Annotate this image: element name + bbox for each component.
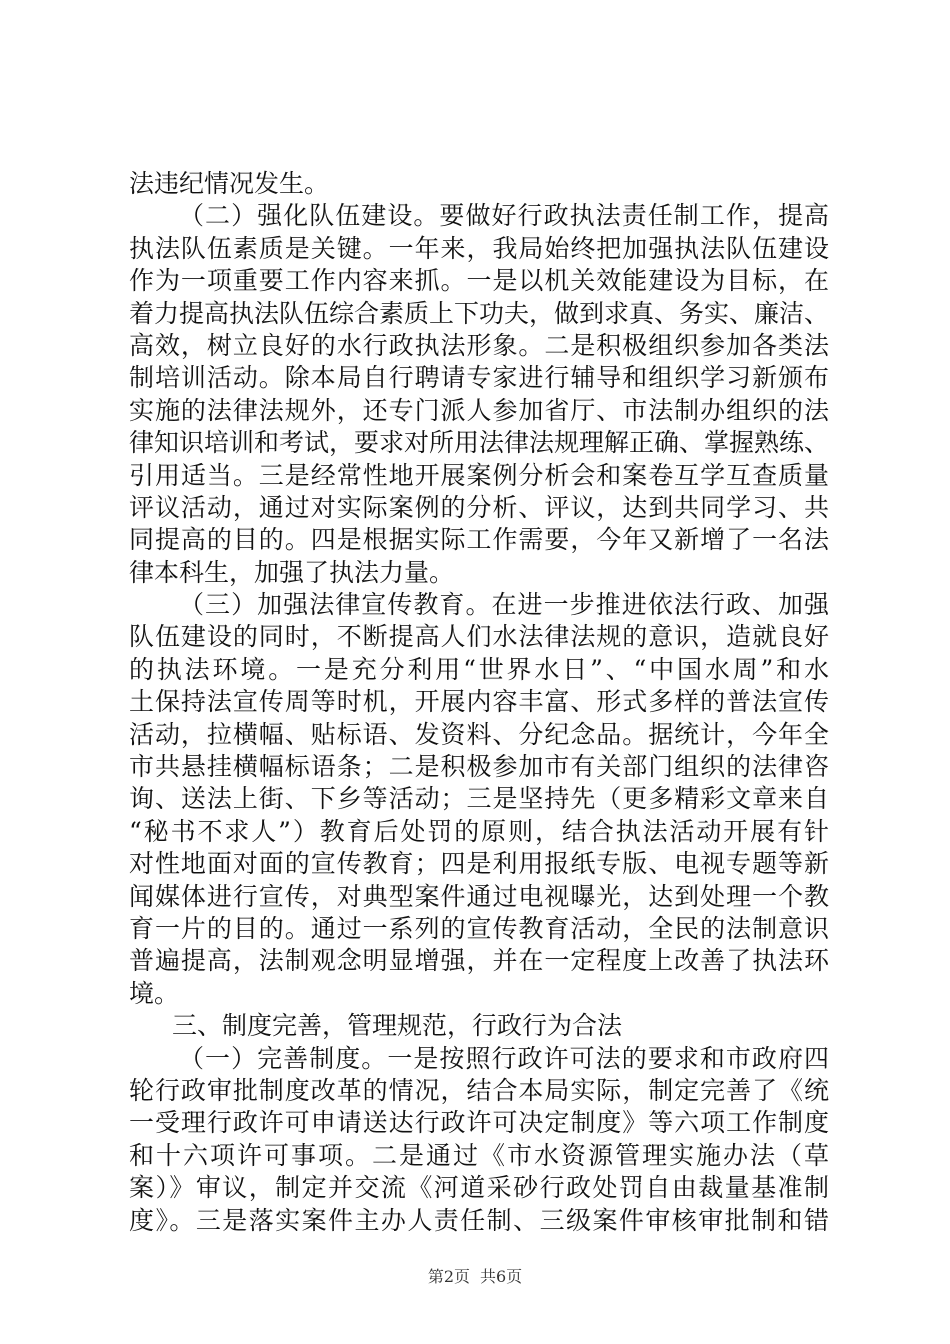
- text-line: 案）》审议，制定并交流《河道采砂行政处罚自由裁量基准制: [129, 1173, 829, 1203]
- text-line: （二）强化队伍建设。要做好行政执法责任制工作，提高: [179, 201, 829, 231]
- text-line: 轮行政审批制度改革的情况，结合本局实际，制定完善了《统: [129, 1075, 829, 1105]
- section-heading: 三、制度完善，管理规范，行政行为合法: [172, 1011, 623, 1041]
- text-line: 闻媒体进行宣传，对典型案件通过电视曝光，达到处理一个教: [129, 881, 829, 911]
- text-line: 境。: [129, 978, 180, 1008]
- text-line: 律知识培训和考试，要求对所用法律法规理解正确、掌握熟练、: [129, 428, 830, 458]
- text-line: （三）加强法律宣传教育。在进一步推进依法行政、加强: [179, 590, 829, 620]
- text-line: 实施的法律法规外，还专门派人参加省厅、市法制办组织的法: [129, 395, 829, 425]
- page-footer: [0, 1264, 950, 1287]
- text-line: 同提高的目的。四是根据实际工作需要，今年又新增了一名法: [129, 525, 829, 555]
- text-line: 律本科生，加强了执法力量。: [129, 557, 455, 587]
- text-line: 队伍建设的同时，不断提高人们水法律法规的意识，造就良好: [129, 622, 829, 652]
- text-line: 引用适当。三是经常性地开展案例分析会和案卷互学互查质量: [129, 460, 829, 490]
- text-line: 作为一项重要工作内容来抓。一是以机关效能建设为目标，在: [129, 266, 829, 296]
- text-line: 的执法环境。一是充分利用“世界水日”、“中国水周”和水: [129, 654, 829, 684]
- body-text: [129, 168, 829, 1237]
- text-line: 着力提高执法队伍综合素质上下功夫，做到求真、务实、廉洁、: [129, 298, 830, 328]
- text-line: 法违纪情况发生。: [129, 169, 330, 198]
- text-line: “秘书不求人”）教育后处罚的原则，结合执法活动开展有针: [129, 816, 829, 846]
- text-line: 高效，树立良好的水行政执法形象。二是积极组织参加各类法: [129, 330, 829, 360]
- text-line: 询、送法上街、下乡等活动；三是坚持先（更多精彩文章来自: [129, 784, 829, 814]
- text-line: 和十六项许可事项。二是通过《市水资源管理实施办法（草: [129, 1140, 829, 1170]
- text-line: 一受理行政许可申请送达行政许可决定制度》等六项工作制度: [129, 1108, 829, 1138]
- text-line: 执法队伍素质是关键。一年来，我局始终把加强执法队伍建设: [129, 233, 829, 263]
- text-line: 市共悬挂横幅标语条；二是积极参加市有关部门组织的法律咨: [129, 752, 829, 782]
- text-line: 对性地面对面的宣传教育；四是利用报纸专版、电视专题等新: [129, 849, 829, 879]
- text-line: 度》。三是落实案件主办人责任制、三级案件审核审批制和错: [129, 1205, 829, 1235]
- text-line: （一）完善制度。一是按照行政许可法的要求和市政府四: [179, 1043, 829, 1073]
- text-line: 普遍提高，法制观念明显增强，并在一定程度上改善了执法环: [129, 946, 829, 976]
- text-line: 育一片的目的。通过一系列的宣传教育活动，全民的法制意识: [129, 913, 829, 943]
- text-line: 评议活动，通过对实际案例的分析、评议，达到共同学习、共: [129, 492, 829, 522]
- text-line: 制培训活动。除本局自行聘请专家进行辅导和组织学习新颁布: [129, 363, 829, 393]
- text-line: 土保持法宣传周等时机，开展内容丰富、形式多样的普法宣传: [129, 687, 829, 717]
- page-number: 第2页: [427, 1267, 470, 1286]
- page-total: 共6页: [480, 1267, 523, 1286]
- text-line: 活动，拉横幅、贴标语、发资料、分纪念品。据统计，今年全: [129, 719, 829, 749]
